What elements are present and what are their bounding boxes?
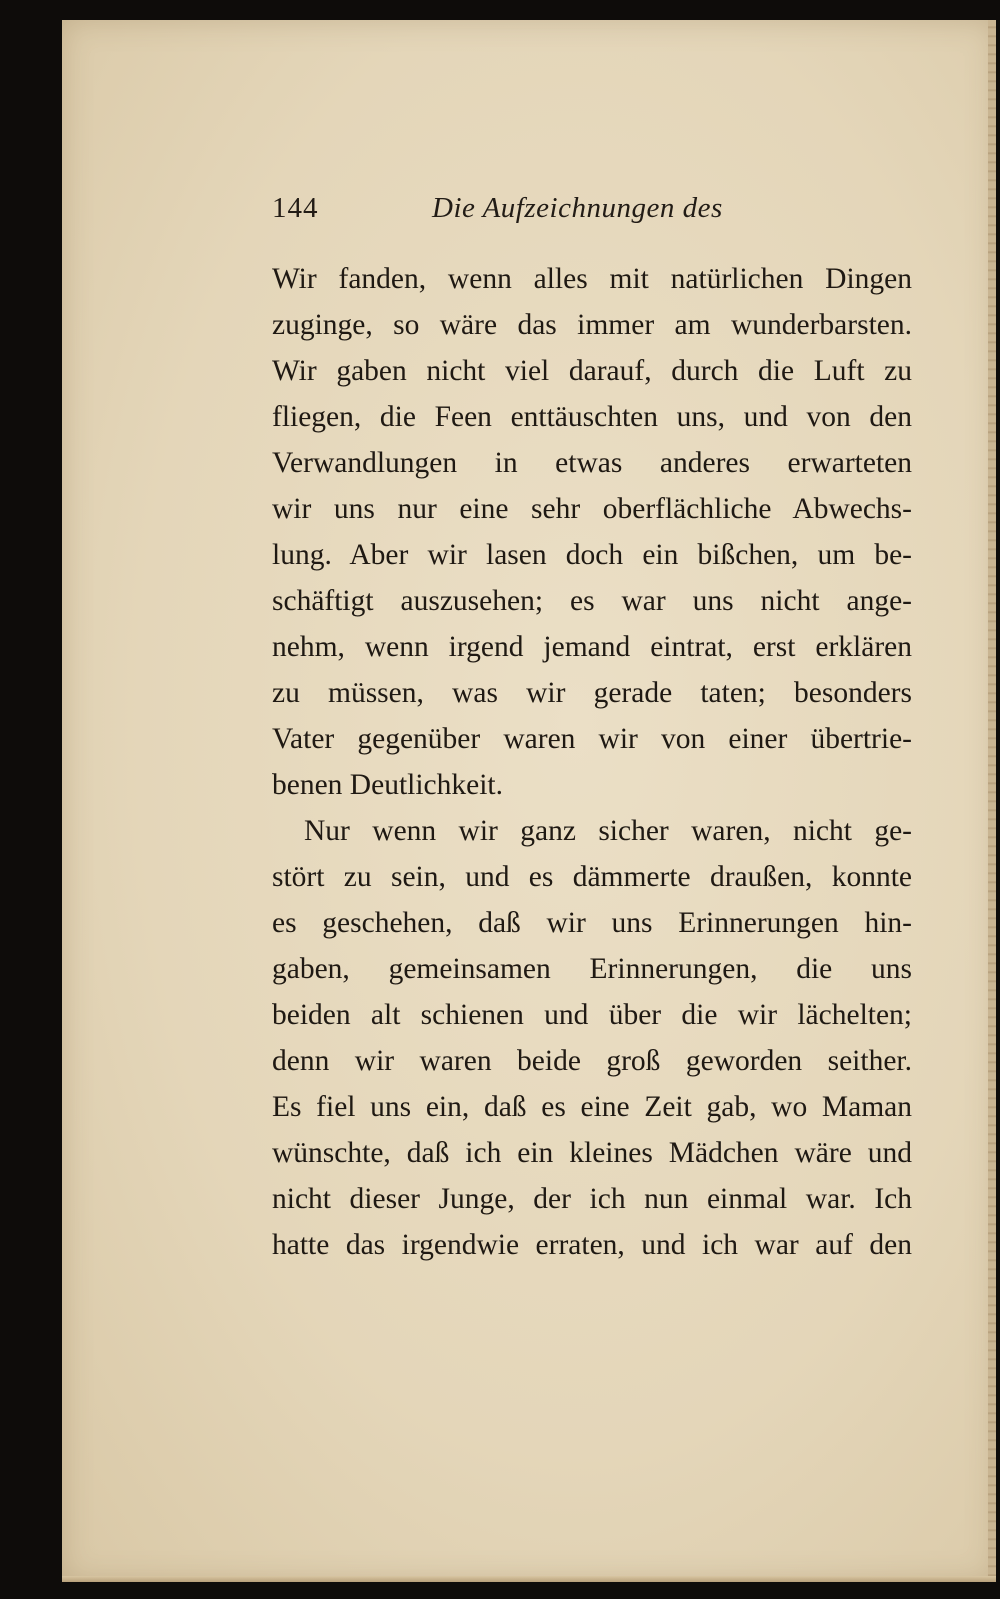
text-line: wir uns nur eine sehr oberflächliche Abwechs- bbox=[272, 493, 912, 525]
page-header bbox=[272, 192, 832, 242]
text-line: Wir gaben nicht viel darauf, durch die Luft zu bbox=[272, 355, 912, 387]
text-line: nicht dieser Junge, der ich nun einmal war. Ich bbox=[272, 1183, 912, 1215]
text-line: benen Deutlichkeit. bbox=[272, 769, 504, 801]
text-line: zu müssen, was wir gerade taten; besonders bbox=[272, 677, 912, 709]
page-edge bbox=[988, 20, 996, 1582]
page-number: 144 bbox=[272, 192, 319, 224]
paragraph-1 bbox=[272, 256, 912, 808]
text-line: wünschte, daß ich ein kleines Mädchen wäre und bbox=[272, 1137, 912, 1169]
paragraph-2 bbox=[272, 808, 912, 1268]
text-line: lung. Aber wir lasen doch ein bißchen, um be- bbox=[272, 539, 912, 571]
text-line: stört zu sein, und es dämmerte draußen, konnte bbox=[272, 861, 912, 893]
text-line: Verwandlungen in etwas anderes erwarteten bbox=[272, 447, 912, 479]
page-bottom-edge bbox=[62, 1576, 996, 1582]
book-page bbox=[62, 20, 996, 1582]
text-line: schäftigt auszusehen; es war uns nicht ange- bbox=[272, 585, 912, 617]
text-line: denn wir waren beide groß geworden seither. bbox=[272, 1045, 912, 1077]
text-line: es geschehen, daß wir uns Erinnerungen hin- bbox=[272, 907, 912, 939]
text-line: Wir fanden, wenn alles mit natürlichen Dingen bbox=[272, 263, 912, 295]
running-title: Die Aufzeichnungen des bbox=[432, 192, 723, 224]
text-line: hatte das irgendwie erraten, und ich war auf den bbox=[272, 1229, 912, 1261]
text-line: Es fiel uns ein, daß es eine Zeit gab, wo Maman bbox=[272, 1091, 912, 1123]
text-line: fliegen, die Feen enttäuschten uns, und von den bbox=[272, 401, 912, 433]
text-line: beiden alt schienen und über die wir lächelten; bbox=[272, 999, 912, 1031]
body-text bbox=[272, 256, 912, 1268]
text-line: Vater gegenüber waren wir von einer übertrie- bbox=[272, 723, 912, 755]
text-line: nehm, wenn irgend jemand eintrat, erst erklären bbox=[272, 631, 912, 663]
text-line: gaben, gemeinsamen Erinnerungen, die uns bbox=[272, 953, 912, 985]
text-line: Nur wenn wir ganz sicher waren, nicht ge- bbox=[304, 815, 912, 847]
text-line: zuginge, so wäre das immer am wunderbarsten. bbox=[272, 309, 912, 341]
